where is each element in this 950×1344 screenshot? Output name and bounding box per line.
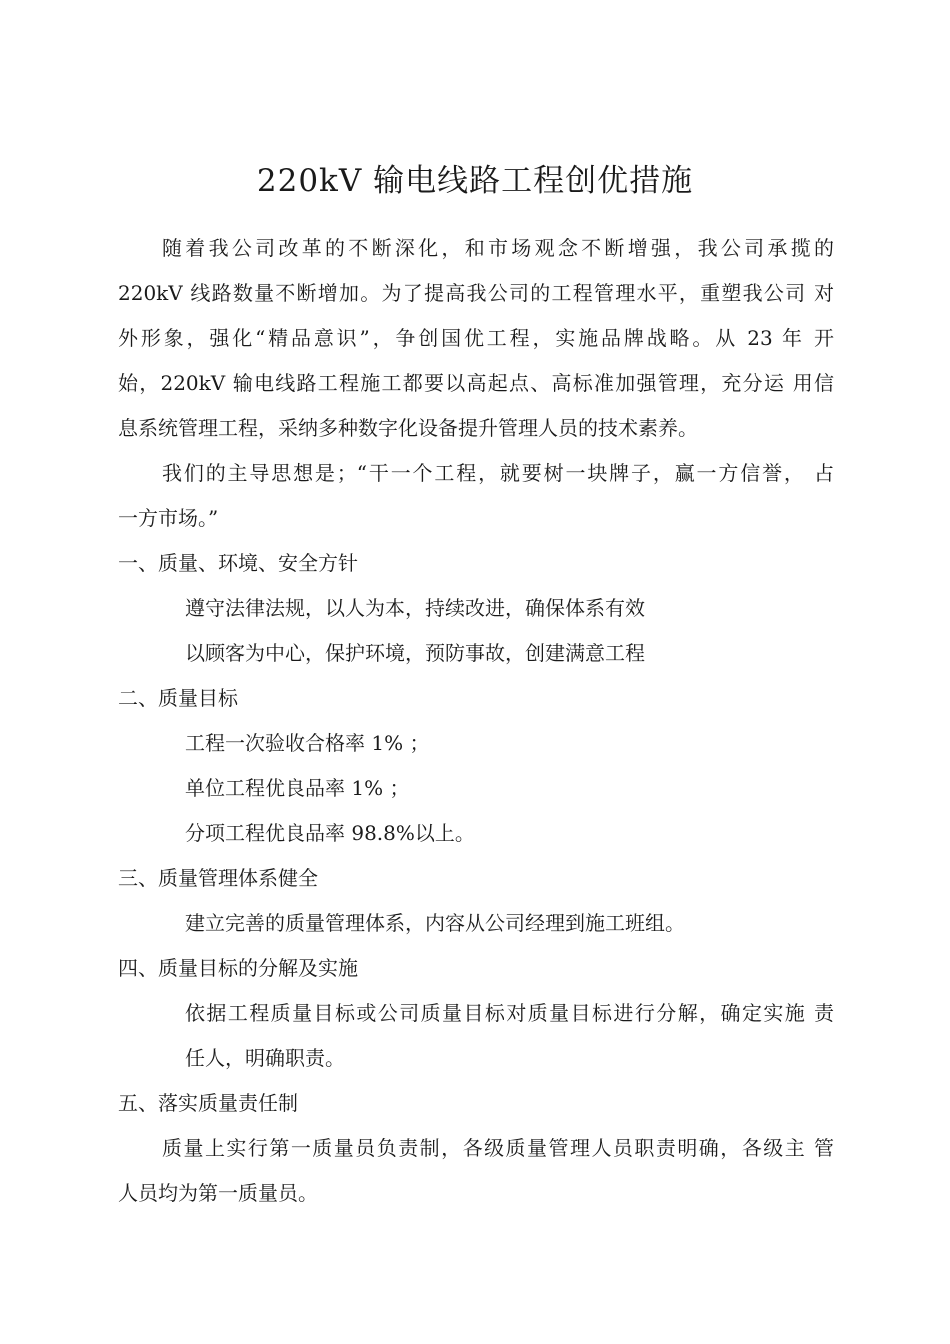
list-item: 单位工程优良品率 1% ；	[185, 776, 410, 800]
paragraph-line: 一方市场。”	[118, 506, 219, 530]
section-heading: 一、质量、环境、安全方针	[118, 551, 358, 575]
list-item: 分项工程优良品率 98.8%以上。	[185, 821, 475, 845]
section-heading: 四、质量目标的分解及实施	[118, 956, 358, 980]
section-heading: 二、质量目标	[118, 686, 238, 710]
list-item: 任人，明确职责。	[185, 1046, 345, 1070]
list-item: 工程一次验收合格率 1% ；	[185, 731, 430, 755]
paragraph-line: 外形象，强化“精品意识”，争创国优工程，实施品牌战略。从 23 年 开	[118, 326, 834, 350]
list-item: 建立完善的质量管理体系，内容从公司经理到施工班组。	[185, 911, 685, 935]
paragraph-line: 息系统管理工程，采纳多种数字化设备提升管理人员的技术素养。	[118, 416, 698, 440]
paragraph-line: 随着我公司改革的不断深化，和市场观念不断增强，我公司承揽的	[162, 236, 834, 260]
list-item: 以顾客为中心，保护环境，预防事故，创建满意工程	[185, 641, 645, 665]
paragraph-line: 人员均为第一质量员。	[118, 1181, 318, 1205]
document-title: 220kV 输电线路工程创优措施	[256, 163, 694, 199]
paragraph-line: 我们的主导思想是；“干一个工程，就要树一块牌子，赢一方信誉， 占	[162, 461, 834, 485]
paragraph-line: 始，220kV 输电线路工程施工都要以高起点、高标准加强管理，充分运 用信	[118, 371, 834, 395]
section-heading: 五、落实质量责任制	[118, 1091, 298, 1115]
list-item: 依据工程质量目标或公司质量目标对质量目标进行分解，确定实施 责	[185, 1001, 834, 1025]
section-heading: 三、质量管理体系健全	[118, 866, 318, 890]
paragraph-line: 220kV 线路数量不断增加。为了提高我公司的工程管理水平，重塑我公司 对	[118, 281, 834, 305]
paragraph-line: 质量上实行第一质量员负责制，各级质量管理人员职责明确，各级主 管	[162, 1136, 834, 1160]
list-item: 遵守法律法规，以人为本，持续改进，确保体系有效	[185, 596, 645, 620]
